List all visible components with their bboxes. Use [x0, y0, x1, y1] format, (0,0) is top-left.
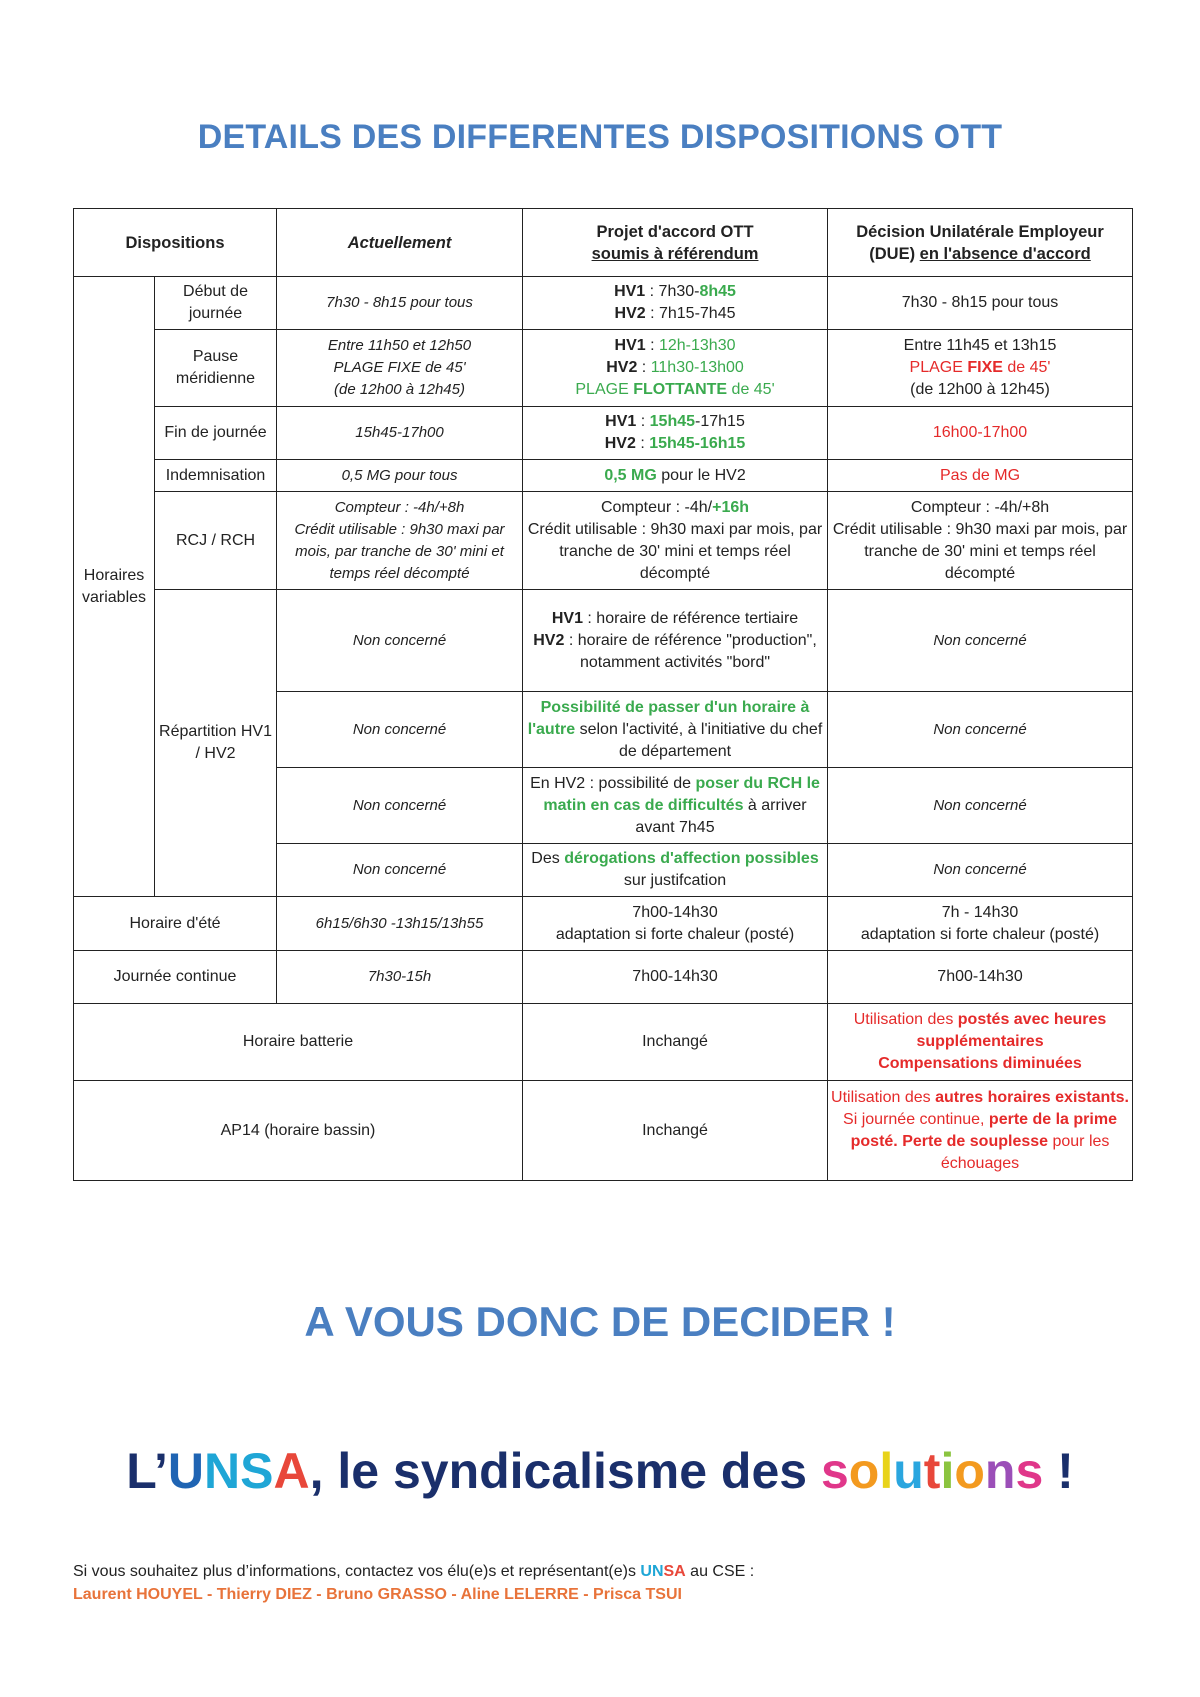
cell-fin-due: 16h00-17h00: [828, 407, 1133, 460]
footer-names: Laurent HOUYEL - Thierry DIEZ - Bruno GRASSO - Aline LELERRE - Prisca TSUI: [73, 1586, 682, 1603]
cell-continue-due: 7h00-14h30: [828, 951, 1133, 1004]
row-label-ap14: AP14 (horaire bassin): [74, 1081, 523, 1181]
header-actuellement: Actuellement: [277, 209, 523, 277]
row-label-ete: Horaire d'été: [74, 897, 277, 951]
cell-repartition4-due: Non concerné: [828, 844, 1133, 897]
header-due-line1: Décision Unilatérale Employeur: [856, 222, 1104, 241]
row-label-pause: Pause méridienne: [155, 330, 277, 407]
row-label-fin: Fin de journée: [155, 407, 277, 460]
cell-indemnisation-due: Pas de MG: [828, 460, 1133, 492]
cell-ete-due: 7h - 14h30 adaptation si forte chaleur (posté): [828, 897, 1133, 951]
cell-rcj-due: Compteur : -4h/+8h Crédit utilisable : 9h30 maxi par mois, par tranche de 30' mini et temps réel décompté: [828, 492, 1133, 590]
cell-rcj-projet: Compteur : -4h/+16h Crédit utilisable : 9h30 maxi par mois, par tranche de 30' mini et temps réel décompté: [523, 492, 828, 590]
solutions-letter: u: [893, 1443, 924, 1499]
cell-indemnisation-projet: 0,5 MG pour le HV2: [523, 460, 828, 492]
row-label-indemnisation: Indemnisation: [155, 460, 277, 492]
cell-ap14-projet: Inchangé: [523, 1081, 828, 1181]
header-dispositions: Dispositions: [74, 209, 277, 277]
table-row: [74, 1004, 1133, 1081]
cell-rcj-actuel: Compteur : -4h/+8h Crédit utilisable : 9h30 maxi par mois, par tranche de 30' mini et temps réel décompté: [277, 492, 523, 590]
slogan-decide: A VOUS DONC DE DECIDER !: [304, 1298, 896, 1345]
cell-ap14-due: Utilisation des autres horaires existants. Si journée continue, perte de la prime posté. Perte de souplesse pour les échouages: [828, 1081, 1133, 1181]
table-row: [74, 951, 1133, 1004]
cell-fin-projet: HV1 : 15h45-17h15 HV2 : 15h45-16h15: [523, 407, 828, 460]
cell-repartition1-actuel: Non concerné: [277, 590, 523, 692]
table-row: [74, 897, 1133, 951]
row-label-batterie: Horaire batterie: [74, 1004, 523, 1081]
solutions-letter: n: [984, 1443, 1016, 1499]
row-label-debut: Début de journée: [155, 277, 277, 330]
cell-pause-projet: HV1 : 12h-13h30 HV2 : 11h30-13h00 PLAGE FLOTTANTE de 45': [523, 330, 828, 407]
cell-continue-actuel: 7h30-15h: [277, 951, 523, 1004]
table-row: [74, 590, 1133, 692]
cell-indemnisation-actuel: 0,5 MG pour tous: [277, 460, 523, 492]
cell-repartition2-projet: Possibilité de passer d'un horaire à l'autre selon l'activité, à l'initiative du chef de département: [523, 692, 828, 768]
cell-repartition1-projet: HV1 : horaire de référence tertiaire HV2 : horaire de référence "production", notamment activités "bord": [523, 590, 828, 692]
cell-fin-actuel: 15h45-17h00: [277, 407, 523, 460]
header-projet-line1: Projet d'accord OTT: [596, 222, 754, 241]
cell-debut-projet: HV1 : 7h30-8h45 HV2 : 7h15-7h45: [523, 277, 828, 330]
solutions-letter: i: [940, 1443, 955, 1499]
slogan-unsa: L’UNSA, le syndicalisme des solutions !: [126, 1443, 1074, 1499]
table-row: [74, 1081, 1133, 1181]
dispositions-table: [73, 208, 1133, 1181]
cell-batterie-due: Utilisation des postés avec heures supplémentaires Compensations diminuées: [828, 1004, 1133, 1081]
table-row: [74, 330, 1133, 407]
cell-repartition2-actuel: Non concerné: [277, 692, 523, 768]
cell-ete-projet: 7h00-14h30 adaptation si forte chaleur (posté): [523, 897, 828, 951]
solutions-letter: o: [954, 1443, 985, 1499]
row-label-continue: Journée continue: [74, 951, 277, 1004]
unsa-letter-s: S: [240, 1443, 274, 1499]
solutions-letter: s: [820, 1443, 849, 1499]
header-projet-line2: soumis à référendum: [591, 244, 759, 263]
row-label-repartition: Répartition HV1 / HV2: [155, 590, 277, 897]
unsa-letter-a: A: [273, 1443, 310, 1499]
cell-pause-due: Entre 11h45 et 13h15 PLAGE FIXE de 45' (de 12h00 à 12h45): [828, 330, 1133, 407]
cell-repartition3-due: Non concerné: [828, 768, 1133, 844]
group-horaires-variables: Horaires variables: [74, 277, 155, 897]
solutions-letter: t: [923, 1443, 941, 1499]
cell-repartition4-projet: Des dérogations d'affection possibles sur justifcation: [523, 844, 828, 897]
header-projet: [523, 209, 828, 277]
unsa-letter-n: N: [204, 1443, 241, 1499]
footer-contact-line: Si vous souhaitez plus d’informations, contactez vos élu(e)s et représentant(e)s UNSA au CSE :: [73, 1563, 755, 1580]
cell-batterie-projet: Inchangé: [523, 1004, 828, 1081]
cell-pause-actuel: Entre 11h50 et 12h50 PLAGE FIXE de 45' (de 12h00 à 12h45): [277, 330, 523, 407]
header-due-line2a: (DUE): [869, 244, 920, 263]
table-row: [74, 492, 1133, 590]
cell-repartition3-projet: En HV2 : possibilité de poser du RCH le matin en cas de difficultés à arriver avant 7h45: [523, 768, 828, 844]
table-row: [74, 407, 1133, 460]
header-due: [828, 209, 1133, 277]
table-header-row: [74, 209, 1133, 277]
solutions-letter: o: [848, 1443, 880, 1499]
cell-repartition3-actuel: Non concerné: [277, 768, 523, 844]
solutions-letter: l: [879, 1443, 894, 1499]
cell-ete-actuel: 6h15/6h30 -13h15/13h55: [277, 897, 523, 951]
page-title: DETAILS DES DIFFERENTES DISPOSITIONS OTT: [197, 118, 1003, 156]
row-label-rcj: RCJ / RCH: [155, 492, 277, 590]
cell-repartition1-due: Non concerné: [828, 590, 1133, 692]
cell-debut-actuel: 7h30 - 8h15 pour tous: [277, 277, 523, 330]
cell-repartition4-actuel: Non concerné: [277, 844, 523, 897]
cell-debut-due: 7h30 - 8h15 pour tous: [828, 277, 1133, 330]
cell-repartition2-due: Non concerné: [828, 692, 1133, 768]
table-row: [74, 277, 1133, 330]
cell-continue-projet: 7h00-14h30: [523, 951, 828, 1004]
solutions-letter: s: [1015, 1443, 1044, 1499]
table-row: [74, 460, 1133, 492]
unsa-letter-u: U: [167, 1443, 204, 1499]
header-due-line2b: en l'absence d'accord: [919, 244, 1091, 263]
